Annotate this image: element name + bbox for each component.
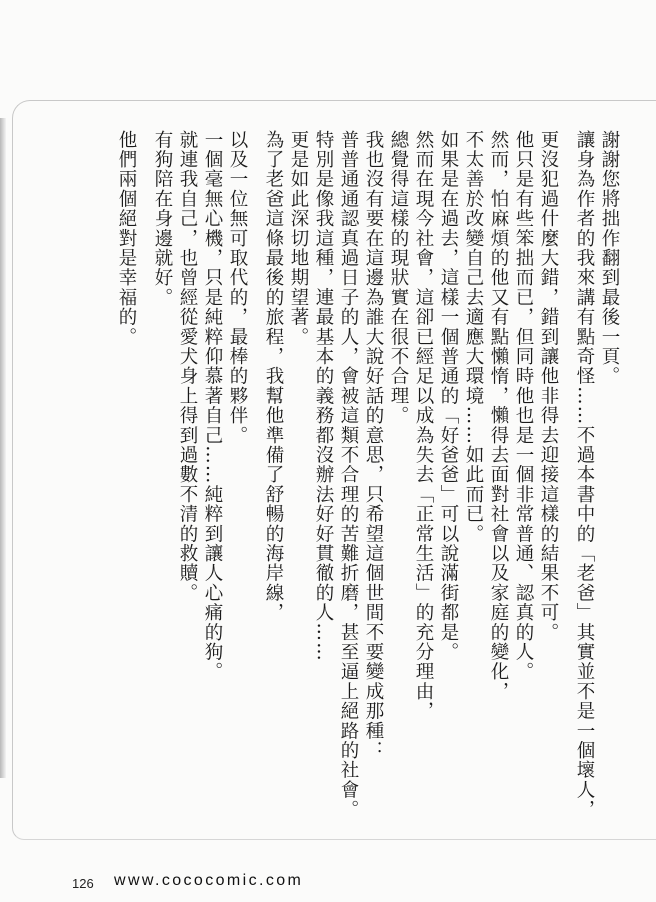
afterword-text <box>22 130 622 820</box>
text-line: 謝謝您將拙作翻到最後一頁。 <box>599 130 620 387</box>
text-line: 更是如此深切地期望著。 <box>288 130 309 347</box>
watermark-url: www.cococomic.com <box>114 872 304 889</box>
text-line: 他們兩個絕對是幸福的。 <box>116 130 137 347</box>
text-line: 普普通通認真過日子的人，會被這類不合理的苦難折磨，甚至逼上絕路的社會。 <box>338 130 359 820</box>
page-binding-edge <box>0 118 6 778</box>
text-line: 一個毫無心機，只是純粹仰慕著自己……純粹到讓人心痛的狗。 <box>202 130 223 682</box>
text-line: 讓身為作者的我來講有點奇怪……不過本書中的「老爸」其實並不是一個壞人， <box>574 130 595 820</box>
text-line: 特別是像我這種，連最基本的義務都沒辦法好好貫徹的人…… <box>313 130 334 662</box>
text-line: 然而，怕麻煩的他又有點懶惰，懶得去面對社會以及家庭的變化， <box>488 130 509 702</box>
text-line: 就連我自己，也曾經從愛犬身上得到過數不清的救贖。 <box>177 130 198 603</box>
text-line: 我也沒有要在這邊為誰大說好話的意思，只希望這個世間不要變成那種： <box>363 130 384 761</box>
text-line: 為了老爸這條最後的旅程，我幫他準備了舒暢的海岸線， <box>263 130 284 623</box>
text-line: 然而在現今社會，這卻已經足以成為失去「正常生活」的充分理由， <box>413 130 434 721</box>
text-line: 以及一位無可取代的，最棒的夥伴。 <box>227 130 248 446</box>
text-line: 更沒犯過什麼大錯，錯到讓他非得去迎接這樣的結果不可。 <box>538 130 559 643</box>
page-number: 126 <box>72 876 94 891</box>
text-line: 他只是有些笨拙而已，但同時他也是一個非常普通、認真的人。 <box>513 130 534 682</box>
text-line: 總覺得這樣的現狀實在很不合理。 <box>388 130 409 426</box>
text-line: 不太善於改變自己去適應大環境……如此而已。 <box>463 130 484 544</box>
text-line: 如果是在過去，這樣一個普通的「好爸爸」可以說滿街都是。 <box>438 130 459 662</box>
text-line: 有狗陪在身邊就好。 <box>152 130 173 308</box>
